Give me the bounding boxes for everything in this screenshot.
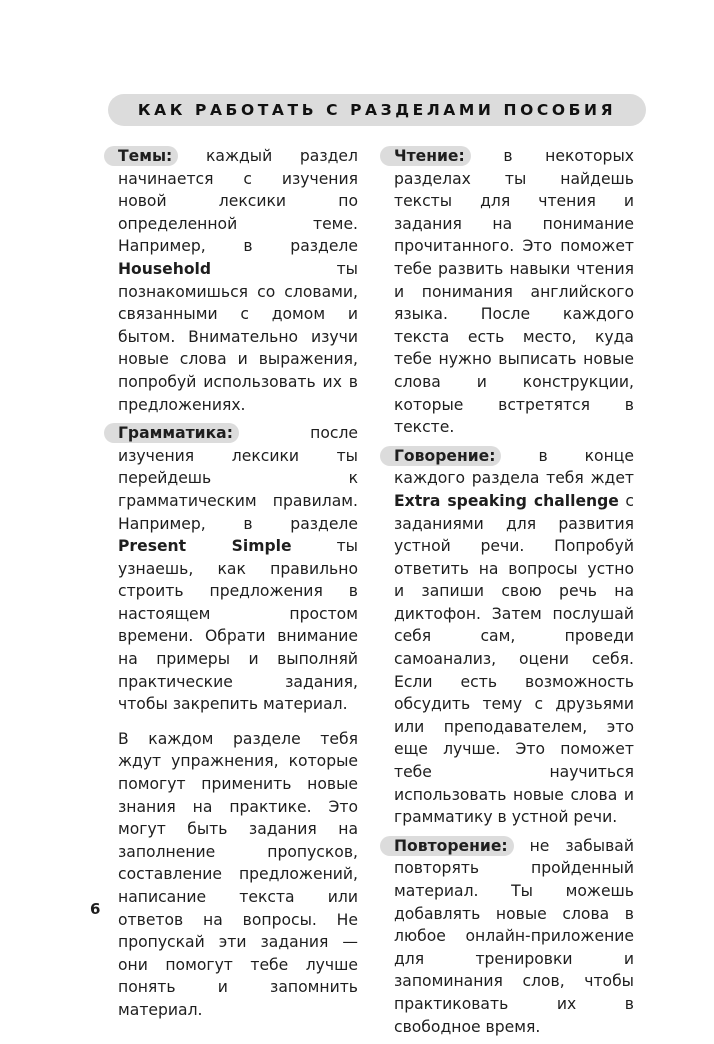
speaking-extra-challenge: Extra speaking challenge xyxy=(394,491,619,510)
paragraph-reading xyxy=(394,145,634,439)
paragraph-grammar xyxy=(118,422,358,716)
paragraph-speaking xyxy=(394,445,634,829)
review-text-1: не забывай повторять пройденный материал. Ты можешь добавлять новые слова в любое онлайн-приложение для тренировки и запоминания слов, чтобы практиковать их в свободное время. xyxy=(394,836,634,1036)
paragraph-review xyxy=(394,835,634,1038)
reading-text-1: в некоторых разделах ты найдешь тексты для чтения и задания на понимание прочитанного. Это поможет тебе развить навыки чтения и понимания английского языка. После каждого текста есть место, куда тебе нужно выписать новые слова и конструкции, которые встретятся в тексте. xyxy=(394,147,634,437)
page-number: 6 xyxy=(90,900,101,918)
section-header-banner xyxy=(108,94,646,126)
paragraph-themes xyxy=(118,145,358,416)
speaking-text-2: с заданиями для развития устной речи. Попробуй ответить на вопросы устно и запиши свою речь на диктофон. Затем послушай себя сам, проведи самоанализ, оцени себя. Если есть возможность обсудить тему с друзьями или преподавателем, это еще лучше. Это поможет тебе научиться использовать новые слова и грамматику в устной речи. xyxy=(394,491,634,827)
themes-text-1: каждый раздел начинается с изучения новой лексики по определенной теме. Например, в разделе xyxy=(118,147,358,256)
grammar-text-1: после изучения лексики ты перейдешь к грамматическим правилам. Например, в разделе xyxy=(118,424,358,533)
grammar-example-present-simple: Present Simple xyxy=(118,537,292,556)
label-reading: Чтение: xyxy=(380,146,471,166)
label-speaking: Говорение: xyxy=(380,446,501,466)
themes-example-household: Household xyxy=(118,259,212,278)
label-grammar: Грамматика: xyxy=(104,423,239,443)
grammar-text-2: ты узнаешь, как правильно строить предложения в настоящем простом времени. Обрати внимание на примеры и выполняй практические задания, чтобы закрепить материал. xyxy=(118,537,358,714)
themes-text-2: ты познакомишься со словами, связанными с домом и бытом. Внимательно изучи новые слова и выражения, попробуй использовать их в предложениях. xyxy=(118,259,358,414)
section-title: КАК РАБОТАТЬ С РАЗДЕЛАМИ ПОСОБИЯ xyxy=(137,101,617,119)
label-themes: Темы: xyxy=(104,146,178,166)
label-review: Повторение: xyxy=(380,836,514,856)
paragraph-exercises: В каждом разделе тебя ждут упражнения, которые помогут применить новые знания на практике. Это могут быть задания на заполнение пропусков, составление предложений, написание текста или ответов на вопросы. Не пропускай эти задания — они помогут тебе лучше понять и запомнить материал. xyxy=(118,729,358,1019)
speaking-text-1: в конце каждого раздела тебя ждет xyxy=(394,446,634,488)
right-column xyxy=(394,145,634,1044)
left-column xyxy=(118,145,358,1028)
